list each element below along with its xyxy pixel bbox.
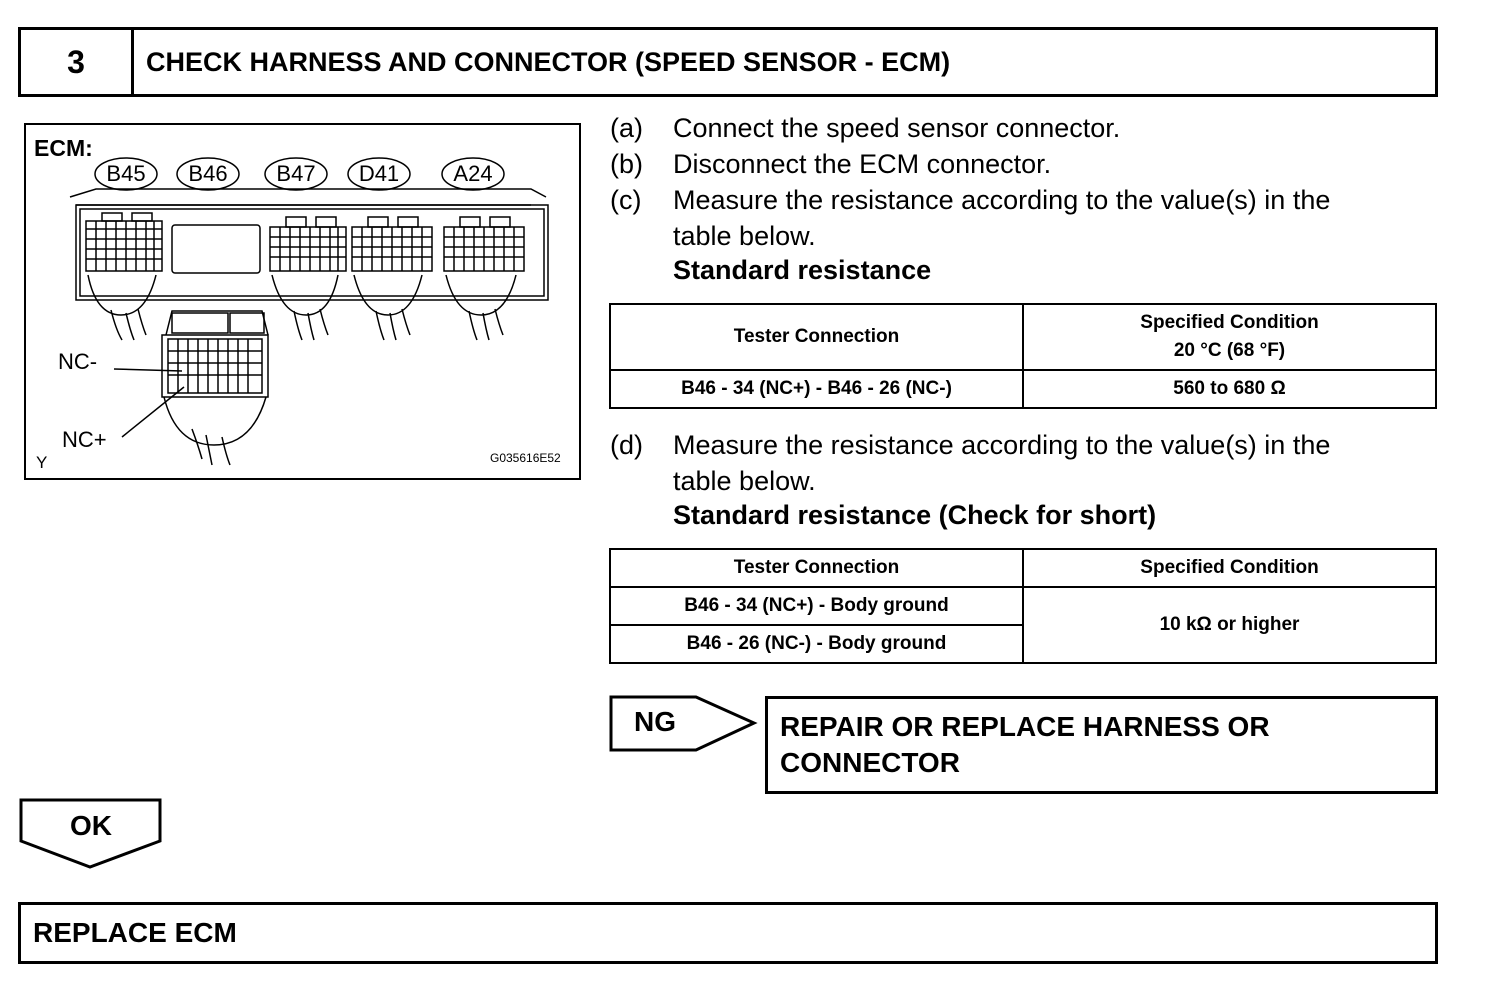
- nc-plus-label: NC+: [62, 427, 107, 452]
- table1-header-connection: Tester Connection: [610, 304, 1023, 370]
- ng-label: NG: [634, 706, 676, 737]
- ecm-label: ECM:: [34, 135, 93, 161]
- standard-resistance-label: Standard resistance: [673, 255, 932, 285]
- step-header: [18, 27, 1438, 97]
- corner-mark: Y: [36, 453, 48, 472]
- harness-b45: [88, 275, 156, 340]
- harness-d41: [354, 275, 422, 340]
- step-d-text: Measure the resistance according to the value(s) in the: [673, 430, 1331, 460]
- ng-arrow-icon: [608, 694, 760, 754]
- step-a-text: Connect the speed sensor connector.: [673, 113, 1121, 143]
- step-d-text-2: table below.: [673, 466, 816, 496]
- final-action-box: [18, 902, 1438, 964]
- step-b-text: Disconnect the ECM connector.: [673, 149, 1052, 179]
- step-a-label: (a): [610, 113, 643, 143]
- ng-action-box: [765, 696, 1438, 794]
- connector-label-b47: B47: [276, 161, 316, 186]
- step-c-text: Measure the resistance according to the value(s) in the: [673, 185, 1331, 215]
- harness-b47: [272, 275, 338, 340]
- ecm-blank-window: [172, 225, 260, 273]
- socket-b45: [86, 213, 162, 271]
- socket-b47: [270, 217, 346, 271]
- final-action-text: REPLACE ECM: [33, 917, 237, 948]
- table1-header-condition: Specified Condition 20 °C (68 °F): [1023, 304, 1436, 370]
- connector-label-a24: A24: [453, 161, 493, 186]
- socket-d41: [352, 217, 432, 271]
- resistance-table: [609, 303, 1437, 409]
- ng-action-line1: REPAIR OR REPLACE HARNESS OR: [780, 711, 1270, 742]
- step-c-label: (c): [610, 185, 642, 215]
- leader-nc-plus: [122, 387, 184, 437]
- leader-nc-minus: [114, 369, 182, 371]
- table2-row1-connection: B46 - 34 (NC+) - Body ground: [610, 587, 1023, 625]
- short-check-table: [609, 548, 1437, 664]
- speed-sensor-connector: [162, 311, 268, 465]
- table2-row2-connection: B46 - 26 (NC-) - Body ground: [610, 625, 1023, 663]
- step-number: 3: [21, 30, 134, 94]
- harness-a24: [446, 275, 516, 340]
- table1-row-connection: B46 - 34 (NC+) - B46 - 26 (NC-): [610, 370, 1023, 408]
- ok-label: OK: [70, 810, 112, 841]
- step-b-label: (b): [610, 149, 643, 179]
- step-c-text-2: table below.: [673, 221, 816, 251]
- connector-label-b45: B45: [106, 161, 146, 186]
- connector-label-d41: D41: [358, 161, 400, 186]
- connector-label-b46: B46: [188, 161, 228, 186]
- table1-row-condition: 560 to 680 Ω: [1023, 370, 1436, 408]
- step-d-label: (d): [610, 430, 643, 460]
- socket-a24: [444, 217, 524, 271]
- figure-id: G035616E52: [490, 451, 561, 465]
- standard-resistance-short-label: Standard resistance (Check for short): [673, 500, 1157, 530]
- table2-condition: 10 kΩ or higher: [1023, 587, 1436, 663]
- step-title: CHECK HARNESS AND CONNECTOR (SPEED SENSOR - ECM): [146, 46, 951, 77]
- table2-header-condition: Specified Condition: [1023, 549, 1436, 587]
- ecm-housing: [76, 205, 548, 300]
- ecm-connector-figure: [24, 123, 581, 480]
- nc-minus-label: NC-: [58, 349, 98, 374]
- ng-action-line2: CONNECTOR: [780, 747, 960, 778]
- table2-header-connection: Tester Connection: [610, 549, 1023, 587]
